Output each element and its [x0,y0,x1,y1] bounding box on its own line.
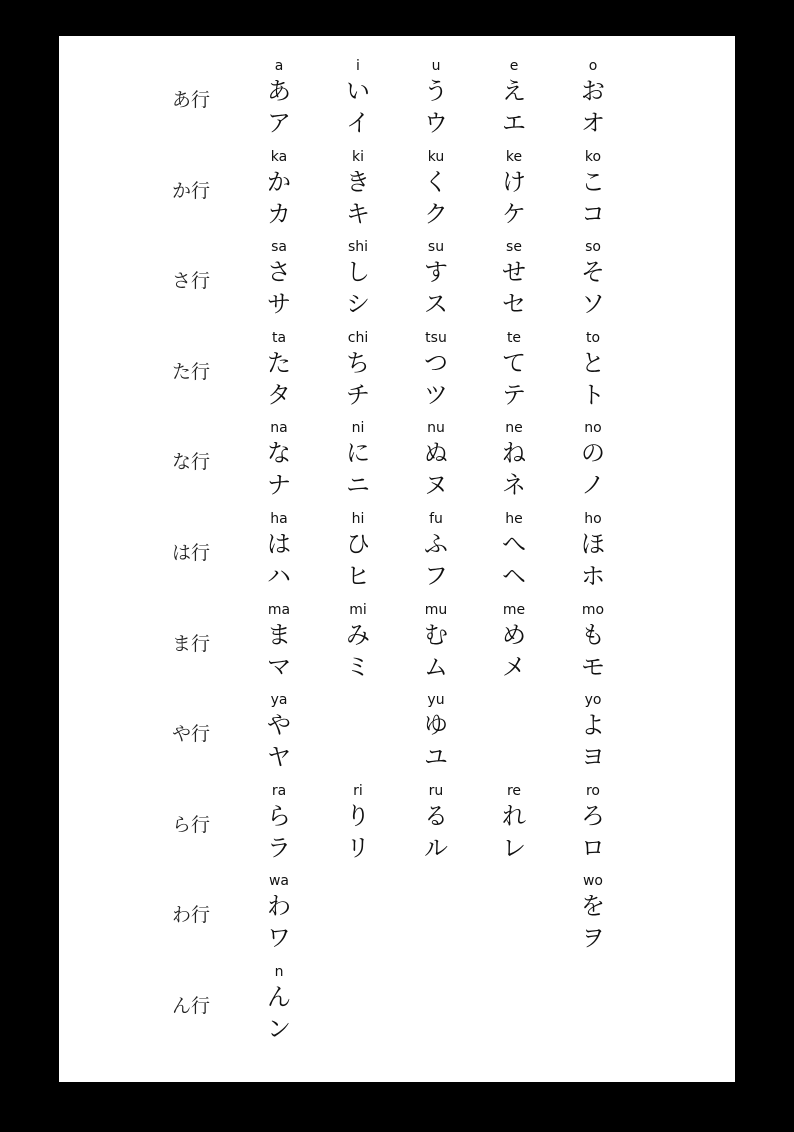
romaji-text: ki [352,148,364,165]
romaji-text: ma [267,601,291,618]
row-label: ま行 [172,632,211,655]
romaji-text: ka [270,148,288,165]
hiragana-char: ち [346,348,370,377]
katakana-char: カ [267,199,291,228]
kana-cell-u [406,57,466,147]
hiragana-char: め [502,620,526,649]
katakana-char: テ [502,380,526,409]
romaji-text: ro [585,782,600,799]
katakana-char: ユ [424,743,448,772]
hiragana-char: や [267,711,291,740]
katakana-char: オ [581,109,605,137]
row-label: た行 [172,360,211,383]
romaji-text: yu [427,692,445,709]
hiragana-char: ひ [346,530,370,558]
katakana-char: ク [424,199,448,228]
romaji-text: e [509,58,519,74]
romaji-text: no [584,420,602,437]
katakana-char: ト [581,380,605,409]
romaji-text: sa [271,239,287,256]
romaji-text: ra [271,782,287,799]
hiragana-char: ほ [581,530,605,558]
row-label: は行 [172,542,211,564]
katakana-char: ラ [267,833,291,862]
katakana-char: ヘ [502,562,526,590]
kana-cell-a [249,872,309,962]
kana-cell-a [249,963,309,1053]
katakana-char: シ [346,290,370,319]
katakana-char: ワ [267,924,291,953]
hiragana-char: む [424,620,448,649]
hiragana-char: わ [267,892,291,921]
kana-cell-o [563,329,623,419]
katakana-char: ヲ [581,924,605,953]
hiragana-char: こ [581,167,605,196]
romaji-text: hi [351,511,365,527]
hiragana-char: と [581,348,605,377]
row-label: や行 [172,723,211,746]
romaji-text: su [427,239,445,256]
katakana-char: メ [502,652,526,681]
romaji-text: ku [427,148,445,165]
kana-cell-i [328,419,388,509]
romaji-text: a [274,58,284,74]
kana-cell-a [249,148,309,238]
katakana-char: ル [424,833,448,862]
hiragana-char: へ [502,530,526,558]
kana-cell-e [484,601,544,691]
katakana-char: タ [267,380,291,409]
kana-cell-i [328,148,388,238]
hiragana-char: る [424,801,448,830]
katakana-char: ホ [581,562,605,590]
hiragana-char: ふ [424,530,448,558]
katakana-char: ツ [424,380,448,409]
kana-cell-o [563,238,623,328]
katakana-char: セ [502,290,526,319]
romaji-text: ne [505,420,523,437]
kana-cell-i [328,601,388,691]
hiragana-char: を [581,892,605,921]
kana-cell-a [249,782,309,872]
romaji-text: ta [271,329,287,346]
hiragana-char: た [267,348,291,377]
row-label: ん行 [172,995,211,1017]
kana-row-1 [59,148,735,238]
kana-cell-u [406,419,466,509]
katakana-char: フ [424,562,448,590]
kana-cell-i [328,329,388,419]
kana-row-4 [59,419,735,509]
hiragana-char: つ [424,348,448,377]
kana-cell-e [484,419,544,509]
romaji-text: ho [584,511,602,527]
romaji-text: fu [429,511,443,527]
katakana-char: ウ [424,109,448,137]
romaji-text: i [356,58,360,74]
hiragana-char: せ [502,258,526,287]
kana-cell-e [484,782,544,872]
kana-cell-e [484,329,544,419]
kana-cell-u [406,691,466,781]
hiragana-char: か [267,167,291,196]
hiragana-char: り [346,801,370,830]
katakana-char: キ [346,199,370,228]
kana-row-0 [59,57,735,147]
hiragana-char: え [502,77,526,105]
romaji-text: yo [584,692,602,709]
hiragana-char: く [424,167,448,196]
romaji-text: nu [427,420,445,437]
hiragana-char: あ [267,77,291,105]
katakana-char: ン [267,1015,291,1043]
romaji-text: mo [581,601,605,618]
katakana-char: ヨ [581,743,605,772]
romaji-text: shi [347,239,369,256]
hiragana-char: ぬ [424,439,448,468]
kana-cell-u [406,329,466,419]
hiragana-char: お [581,77,605,105]
hiragana-char: て [502,348,526,377]
kana-cell-a [249,329,309,419]
kana-cell-a [249,601,309,691]
kana-cell-e [484,510,544,600]
kana-cell-u [406,601,466,691]
kana-chart-page [59,36,735,1082]
hiragana-char: ら [267,801,291,830]
hiragana-char: ん [267,983,291,1011]
katakana-char: モ [581,652,605,681]
kana-row-10 [59,963,735,1053]
hiragana-char: す [424,258,448,287]
romaji-text: ha [270,511,288,527]
romaji-text: ru [428,782,444,799]
row-label: さ行 [172,270,211,293]
kana-cell-a [249,510,309,600]
katakana-char: コ [581,199,605,228]
katakana-char: ム [424,652,448,681]
kana-row-2 [59,238,735,328]
katakana-char: ナ [267,471,291,500]
katakana-char: レ [502,833,526,862]
row-label: あ行 [172,89,211,111]
romaji-text: n [274,964,284,980]
katakana-char: ミ [346,652,370,681]
kana-cell-i [328,782,388,872]
katakana-char: ア [267,109,291,137]
kana-cell-u [406,782,466,872]
kana-cell-a [249,57,309,147]
hiragana-char: し [346,258,370,287]
kana-cell-o [563,148,623,238]
romaji-text: chi [347,329,369,346]
katakana-char: ソ [581,290,605,319]
kana-cell-o [563,782,623,872]
romaji-text: to [585,329,601,346]
kana-cell-o [563,601,623,691]
romaji-text: ri [353,782,363,799]
hiragana-char: れ [502,801,526,830]
kana-row-6 [59,601,735,691]
katakana-char: ヒ [346,562,370,590]
hiragana-char: け [502,167,526,196]
kana-cell-i [328,57,388,147]
kana-cell-a [249,419,309,509]
kana-cell-o [563,691,623,781]
romaji-text: se [506,239,522,256]
romaji-text: o [588,58,598,74]
katakana-char: イ [346,109,370,137]
kana-row-3 [59,329,735,419]
katakana-char: エ [502,109,526,137]
hiragana-char: き [346,167,370,196]
hiragana-char: に [346,439,370,468]
kana-cell-o [563,419,623,509]
romaji-text: u [431,58,441,74]
kana-cell-e [484,57,544,147]
romaji-text: ke [505,148,523,165]
romaji-text: na [270,420,288,437]
kana-row-7 [59,691,735,781]
hiragana-char: の [581,439,605,468]
romaji-text: te [506,329,522,346]
kana-row-5 [59,510,735,600]
hiragana-char: ま [267,620,291,649]
romaji-text: he [505,511,523,527]
kana-cell-o [563,57,623,147]
row-label: か行 [172,179,211,202]
katakana-char: リ [346,833,370,862]
kana-row-9 [59,872,735,962]
hiragana-char: い [346,77,370,105]
kana-cell-e [484,238,544,328]
hiragana-char: そ [581,258,605,287]
katakana-char: マ [267,652,291,681]
kana-cell-i [328,238,388,328]
kana-cell-u [406,510,466,600]
kana-cell-o [563,510,623,600]
kana-cell-u [406,148,466,238]
hiragana-char: は [267,530,291,558]
hiragana-char: み [346,620,370,649]
kana-row-8 [59,782,735,872]
kana-cell-a [249,691,309,781]
katakana-char: ノ [581,471,605,500]
katakana-char: ニ [346,471,370,500]
katakana-char: ネ [502,471,526,500]
romaji-text: mu [424,601,448,618]
katakana-char: ケ [502,199,526,228]
katakana-char: ヌ [424,471,448,500]
kana-cell-u [406,238,466,328]
kana-cell-e [484,148,544,238]
romaji-text: ya [270,692,288,709]
hiragana-char: よ [581,711,605,740]
romaji-text: so [585,239,601,256]
kana-cell-o [563,872,623,962]
row-label: ら行 [172,813,211,836]
romaji-text: wo [582,873,603,890]
romaji-text: me [502,601,526,618]
hiragana-char: う [424,77,448,105]
hiragana-char: な [267,439,291,468]
row-label: な行 [172,451,211,474]
hiragana-char: ね [502,439,526,468]
kana-cell-i [328,510,388,600]
katakana-char: チ [346,380,370,409]
romaji-text: mi [349,601,367,618]
row-label: わ行 [172,904,211,927]
romaji-text: wa [268,873,290,890]
romaji-text: re [506,782,522,799]
romaji-text: tsu [425,329,447,346]
katakana-char: ハ [267,562,291,590]
romaji-text: ni [351,420,365,437]
hiragana-char: ゆ [424,711,448,740]
hiragana-char: さ [267,258,291,287]
katakana-char: サ [267,290,291,319]
hiragana-char: ろ [581,801,605,830]
hiragana-char: も [581,620,605,649]
katakana-char: ヤ [267,743,291,772]
romaji-text: ko [584,148,602,165]
kana-cell-a [249,238,309,328]
katakana-char: ロ [581,833,605,862]
katakana-char: ス [424,290,448,319]
